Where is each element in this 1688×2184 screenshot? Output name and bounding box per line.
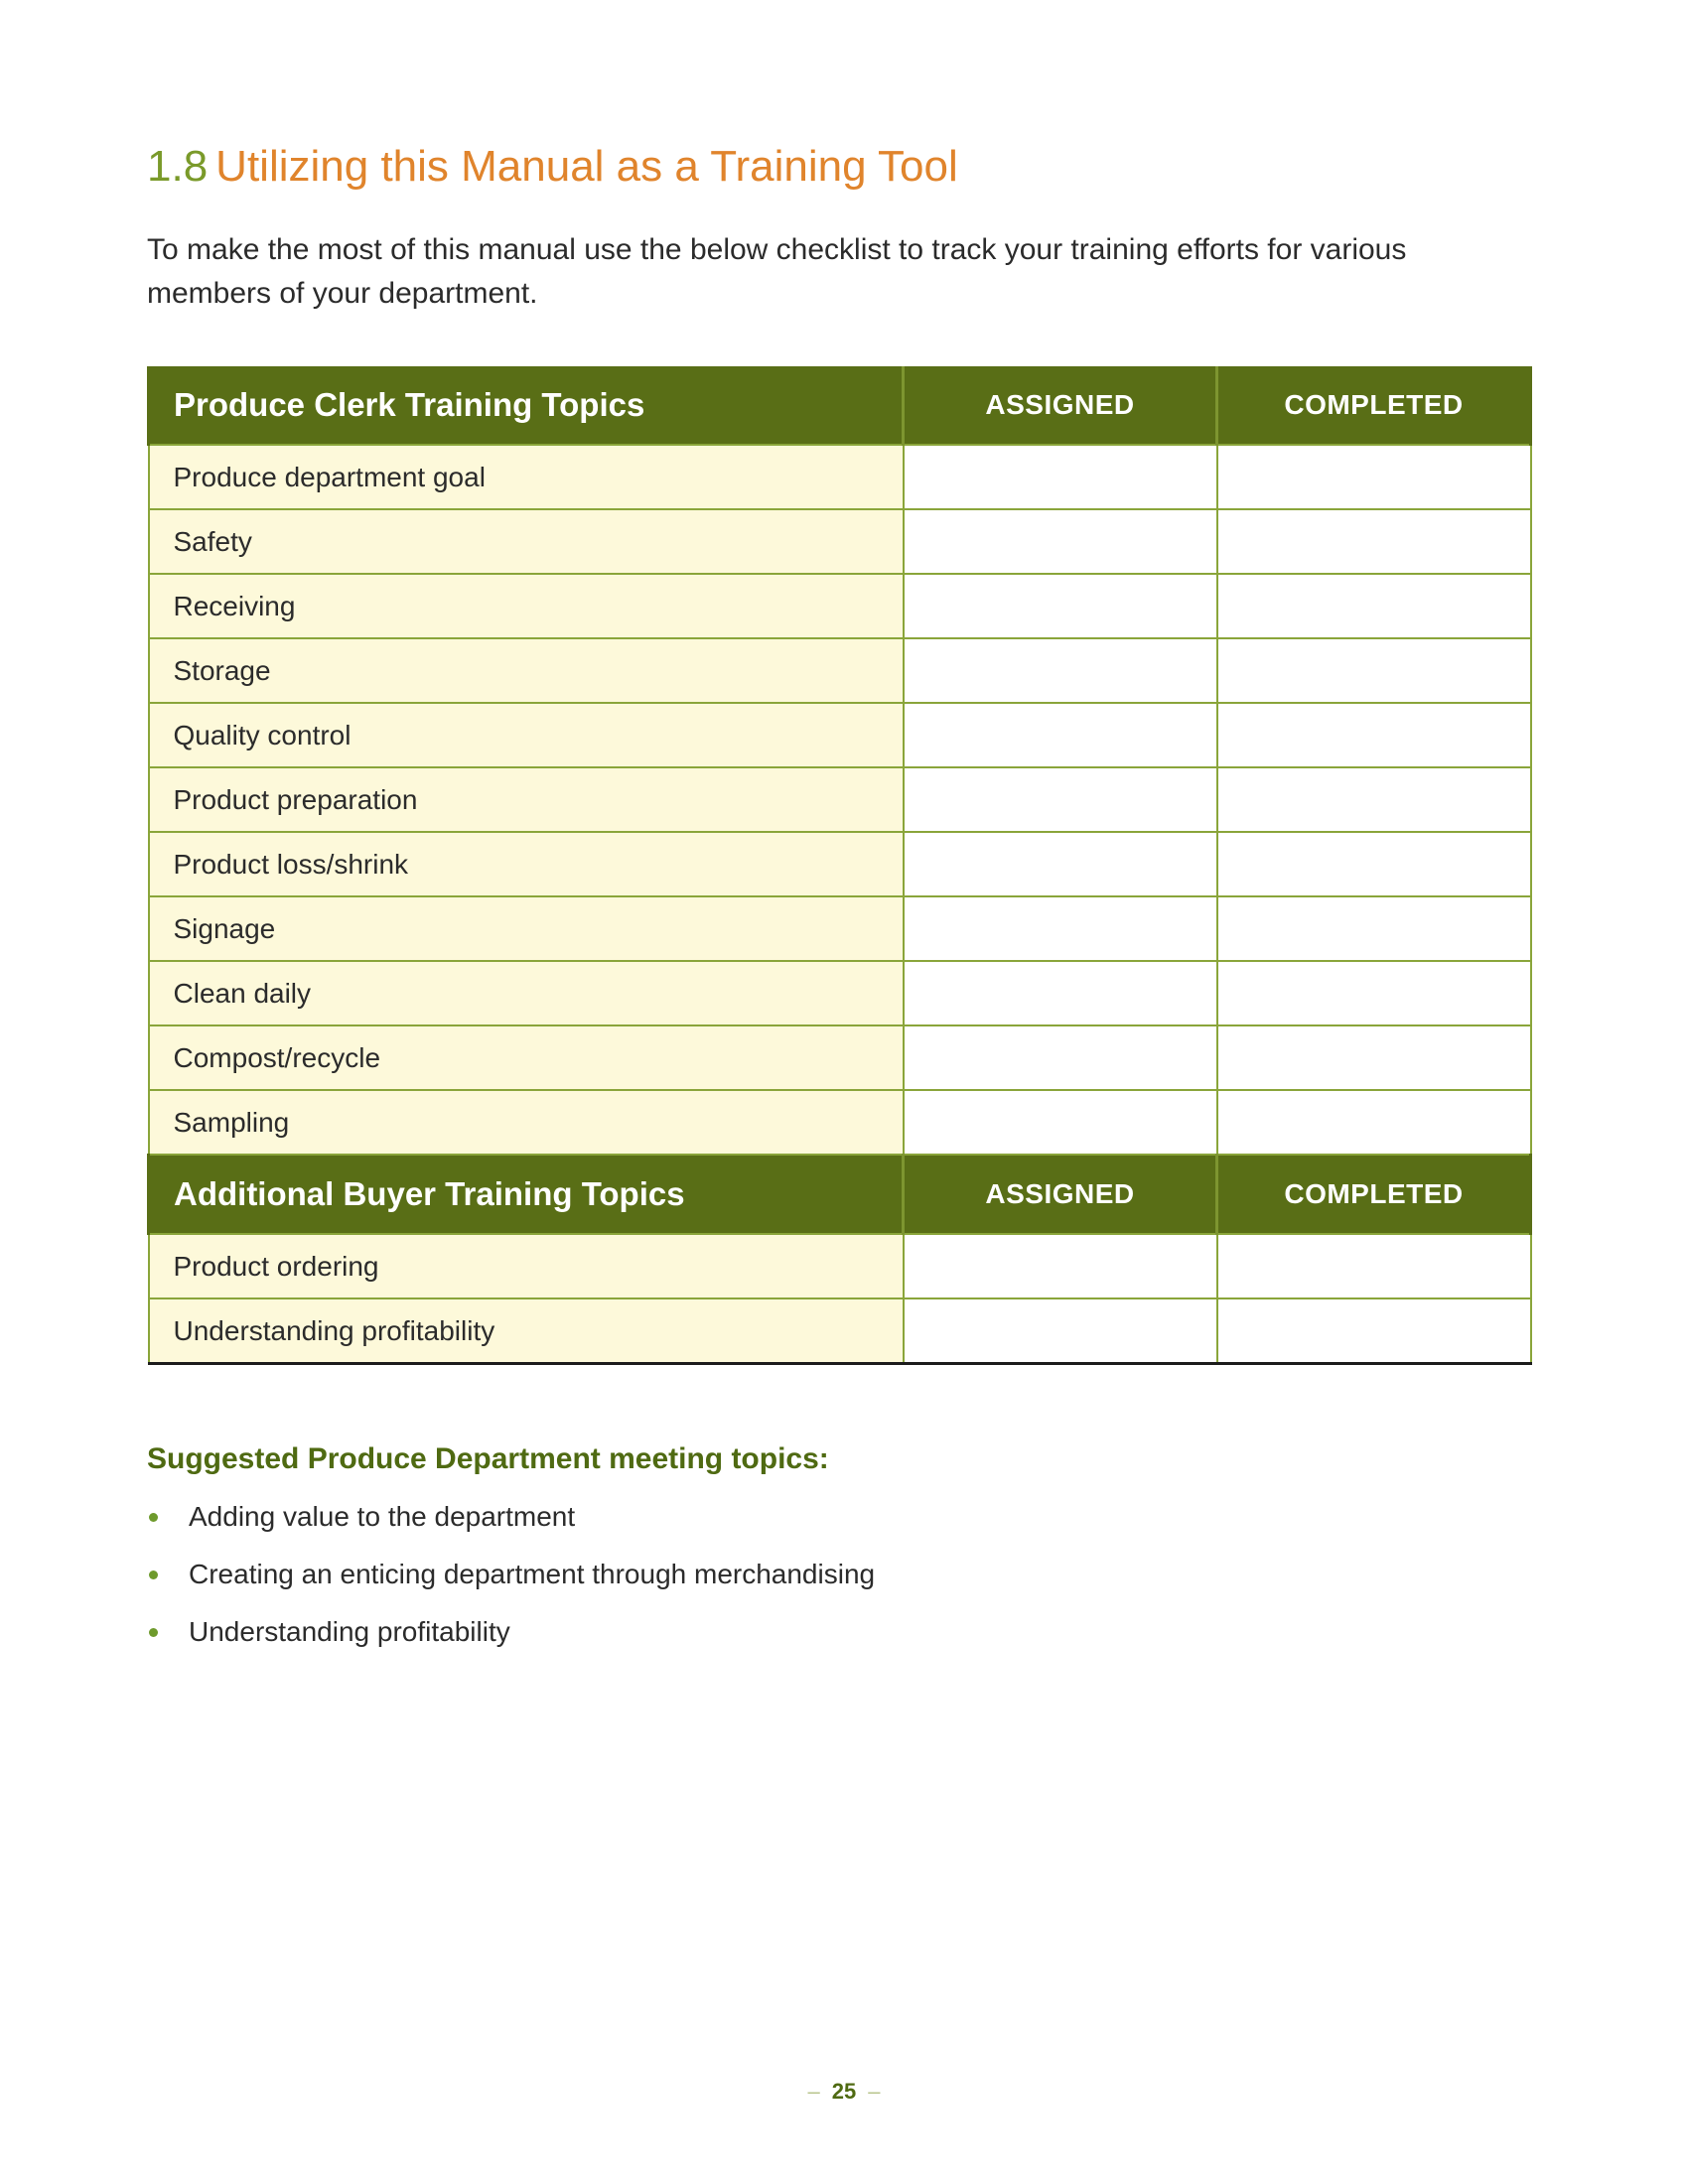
list-item-text: Understanding profitability — [189, 1616, 510, 1647]
topic-cell: Receiving — [149, 574, 904, 638]
completed-cell[interactable] — [1217, 832, 1531, 896]
table-row — [149, 445, 1531, 509]
page-number-dash-right: – — [868, 2079, 881, 2104]
topic-cell: Compost/recycle — [149, 1025, 904, 1090]
buyer-assigned-header: ASSIGNED — [904, 1155, 1217, 1234]
table-row — [149, 1298, 1531, 1364]
page-number-dash-left: – — [807, 2079, 820, 2104]
table-row — [149, 1025, 1531, 1090]
assigned-cell[interactable] — [904, 1298, 1217, 1364]
topic-cell: Product preparation — [149, 767, 904, 832]
assigned-cell[interactable] — [904, 896, 1217, 961]
list-item — [147, 1497, 875, 1555]
list-item — [147, 1555, 875, 1612]
list-item-text: Adding value to the department — [189, 1501, 576, 1532]
completed-cell[interactable] — [1217, 509, 1531, 574]
completed-cell[interactable] — [1217, 574, 1531, 638]
list-item — [147, 1612, 875, 1670]
completed-cell[interactable] — [1217, 767, 1531, 832]
completed-cell[interactable] — [1217, 1234, 1531, 1298]
topic-cell: Product ordering — [149, 1234, 904, 1298]
completed-cell[interactable] — [1217, 1025, 1531, 1090]
topic-cell: Storage — [149, 638, 904, 703]
topic-cell: Understanding profitability — [149, 1298, 904, 1364]
page-number-value: 25 — [831, 2079, 857, 2104]
section-number: 1.8 — [147, 142, 209, 191]
buyer-header-row — [149, 1155, 1531, 1234]
table-row — [149, 961, 1531, 1025]
assigned-cell[interactable] — [904, 832, 1217, 896]
bullet-icon — [149, 1628, 158, 1637]
training-checklist-table — [147, 366, 1532, 1365]
buyer-topics-heading: Additional Buyer Training Topics — [149, 1155, 904, 1234]
table-row — [149, 638, 1531, 703]
assigned-cell[interactable] — [904, 445, 1217, 509]
intro-paragraph: To make the most of this manual use the below checklist to track your training efforts for various members of your department. — [147, 233, 1407, 310]
completed-cell[interactable] — [1217, 961, 1531, 1025]
table-row — [149, 509, 1531, 574]
meeting-topics-title: Suggested Produce Department meeting topics: — [147, 1442, 829, 1475]
bullet-icon — [149, 1513, 158, 1522]
topic-cell: Safety — [149, 509, 904, 574]
topic-cell: Quality control — [149, 703, 904, 767]
table-row — [149, 703, 1531, 767]
completed-cell[interactable] — [1217, 638, 1531, 703]
table-row — [149, 767, 1531, 832]
list-item-text: Creating an enticing department through merchandising — [189, 1559, 876, 1589]
topic-cell: Product loss/shrink — [149, 832, 904, 896]
assigned-cell[interactable] — [904, 509, 1217, 574]
table-row — [149, 1090, 1531, 1155]
table-row — [149, 574, 1531, 638]
assigned-cell[interactable] — [904, 767, 1217, 832]
assigned-cell[interactable] — [904, 703, 1217, 767]
assigned-cell[interactable] — [904, 961, 1217, 1025]
table-row — [149, 896, 1531, 961]
assigned-cell[interactable] — [904, 1090, 1217, 1155]
page-number — [0, 2079, 1688, 2105]
clerk-topics-heading: Produce Clerk Training Topics — [149, 366, 904, 445]
assigned-cell[interactable] — [904, 1234, 1217, 1298]
assigned-cell[interactable] — [904, 574, 1217, 638]
clerk-completed-header: COMPLETED — [1217, 366, 1531, 445]
meeting-topics-list — [147, 1497, 875, 1670]
completed-cell[interactable] — [1217, 1298, 1531, 1364]
clerk-assigned-header: ASSIGNED — [904, 366, 1217, 445]
section-title: Utilizing this Manual as a Training Tool — [215, 142, 958, 191]
completed-cell[interactable] — [1217, 703, 1531, 767]
topic-cell: Sampling — [149, 1090, 904, 1155]
table-row — [149, 832, 1531, 896]
completed-cell[interactable] — [1217, 1090, 1531, 1155]
completed-cell[interactable] — [1217, 445, 1531, 509]
completed-cell[interactable] — [1217, 896, 1531, 961]
topic-cell: Signage — [149, 896, 904, 961]
topic-cell: Clean daily — [149, 961, 904, 1025]
bullet-icon — [149, 1570, 158, 1579]
table-row — [149, 1234, 1531, 1298]
assigned-cell[interactable] — [904, 638, 1217, 703]
buyer-completed-header: COMPLETED — [1217, 1155, 1531, 1234]
section-heading — [147, 137, 958, 197]
topic-cell: Produce department goal — [149, 445, 904, 509]
training-checklist-body — [149, 366, 1531, 1364]
assigned-cell[interactable] — [904, 1025, 1217, 1090]
clerk-header-row — [149, 366, 1531, 445]
